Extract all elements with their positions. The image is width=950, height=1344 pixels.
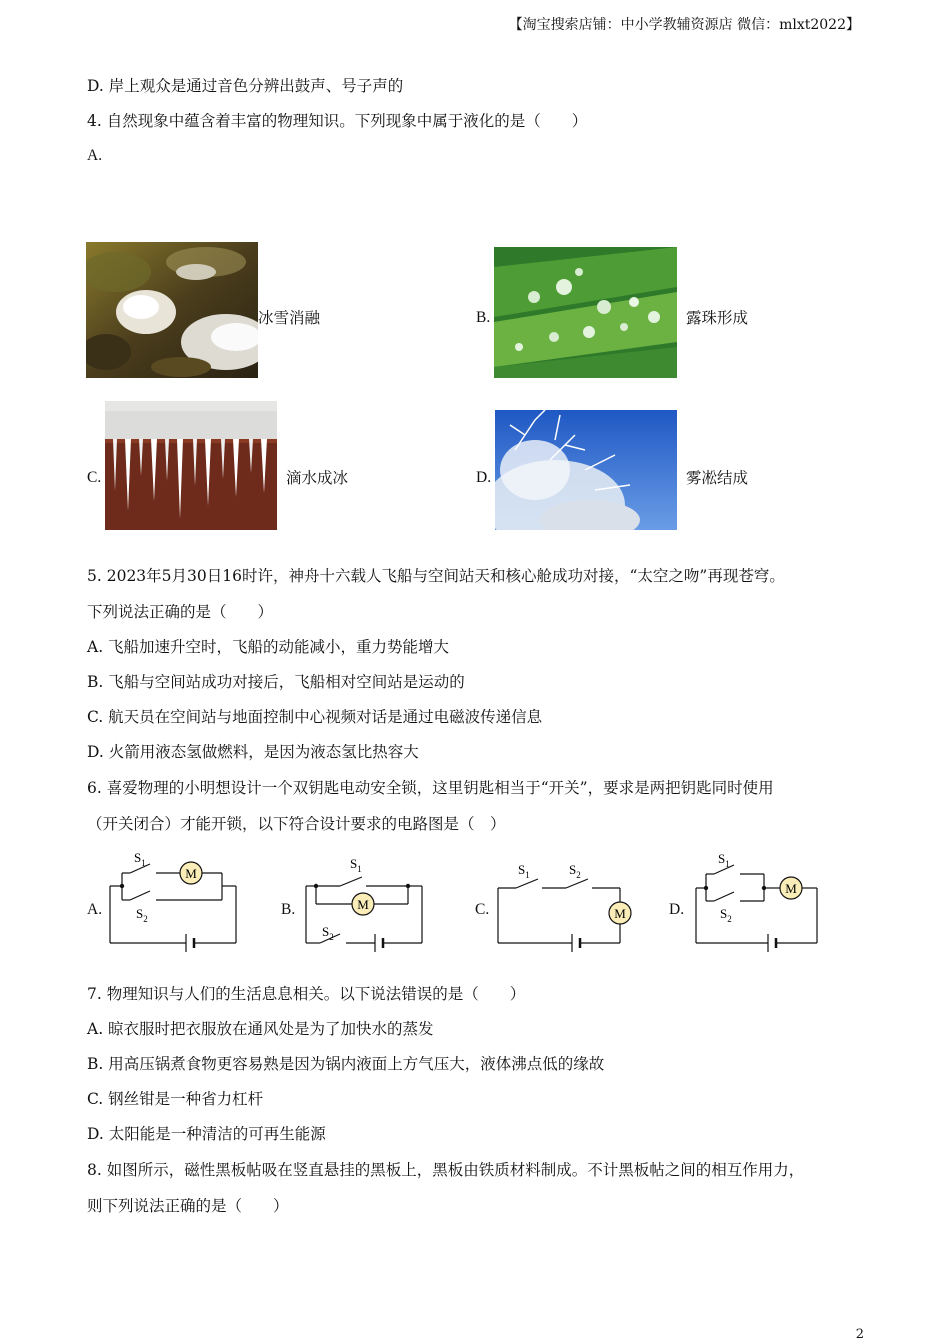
svg-text:S1: $S_1$ — [518, 862, 530, 880]
q4-stem: 4. 自然现象中蕴含着丰富的物理知识。下列现象中属于液化的是（ ） — [87, 112, 588, 130]
circuit-diagram-d — [690, 848, 825, 958]
q4-a-letter: A. — [87, 147, 103, 164]
circuit-diagram-a — [100, 848, 245, 958]
svg-text:M: M — [357, 897, 369, 912]
q6-b-letter: B. — [281, 901, 296, 918]
melting-ice-photo — [86, 242, 258, 378]
q4-b-letter: B. — [476, 309, 491, 326]
svg-text:S1: $S_1$ — [718, 851, 730, 869]
motor-label: M — [185, 866, 197, 881]
rime-photo — [495, 410, 677, 530]
svg-text:S2: $S_2$ — [569, 862, 581, 880]
q8-stem-line1: 8. 如图所示，磁性黑板帖吸在竖直悬挂的黑板上，黑板由铁质材料制成。不计黑板帖之间的相互作用力， — [87, 1161, 805, 1179]
q7-option-a: A. 晾衣服时把衣服放在通风处是为了加快水的蒸发 — [87, 1020, 434, 1038]
q7-option-d: D. 太阳能是一种清洁的可再生能源 — [87, 1125, 326, 1143]
q8-stem-line2: 则下列说法正确的是（ ） — [87, 1197, 289, 1215]
circuit-diagram-c — [492, 848, 637, 958]
q4-b-text: 露珠形成 — [686, 309, 749, 327]
q5-option-d: D. 火箭用液态氢做燃料，是因为液态氢比热容大 — [87, 743, 419, 761]
q5-option-a: A. 飞船加速升空时，飞船的动能减小，重力势能增大 — [87, 638, 450, 656]
page-header: 【淘宝搜索店铺：中小学教辅资源店 微信：mlxt2022】 — [508, 17, 860, 33]
q6-stem-line1: 6. 喜爱物理的小明想设计一个双钥匙电动安全锁，这里钥匙相当于“开关”，要求是两把钥匙同时使用 — [87, 779, 774, 797]
q5-stem-line2: 下列说法正确的是（ ） — [87, 603, 274, 621]
q7-option-b: B. 用高压锅煮食物更容易熟是因为锅内液面上方气压大，液体沸点低的缘故 — [87, 1055, 605, 1073]
q6-d-letter: D. — [669, 901, 685, 918]
q6-c-letter: C. — [475, 901, 490, 918]
q4-c-letter: C. — [87, 469, 102, 486]
q5-option-c: C. 航天员在空间站与地面控制中心视频对话是通过电磁波传递信息 — [87, 708, 543, 726]
q4-d-text: 雾凇结成 — [686, 469, 749, 487]
q7-stem: 7. 物理知识与人们的生活息息相关。以下说法错误的是（ ） — [87, 985, 526, 1003]
q5-stem-line1: 5. 2023年5月30日16时许，神舟十六载人飞船与空间站天和核心舱成功对接，“太空之吻”再现苍穹。 — [87, 567, 785, 585]
q3-option-d: D. 岸上观众是通过音色分辨出鼓声、号子声的 — [87, 77, 404, 95]
svg-text:S1: $S_1$ — [350, 856, 362, 874]
q4-c-text: 滴水成冰 — [286, 469, 349, 487]
q7-option-c: C. 钢丝钳是一种省力杠杆 — [87, 1090, 264, 1108]
svg-text:S2: $S_2$ — [720, 906, 732, 924]
q6-a-letter: A. — [87, 901, 103, 918]
page-number: 2 — [855, 1327, 864, 1342]
svg-text:M: M — [785, 881, 797, 896]
q6-stem-line2: （开关闭合）才能开锁，以下符合设计要求的电路图是（ ） — [87, 815, 506, 833]
svg-text:M: M — [614, 906, 626, 921]
svg-text:S1: $S_1$ — [134, 850, 146, 868]
svg-text:S2: $S_2$ — [136, 906, 148, 924]
circuit-diagram-b — [300, 848, 430, 958]
q4-a-text: 冰雪消融 — [258, 309, 321, 327]
svg-text:S2: $S_2$ — [322, 924, 334, 942]
q4-d-letter: D. — [476, 469, 492, 486]
icicles-photo — [105, 401, 277, 530]
dew-drops-photo — [494, 247, 677, 378]
q5-option-b: B. 飞船与空间站成功对接后，飞船相对空间站是运动的 — [87, 673, 465, 691]
